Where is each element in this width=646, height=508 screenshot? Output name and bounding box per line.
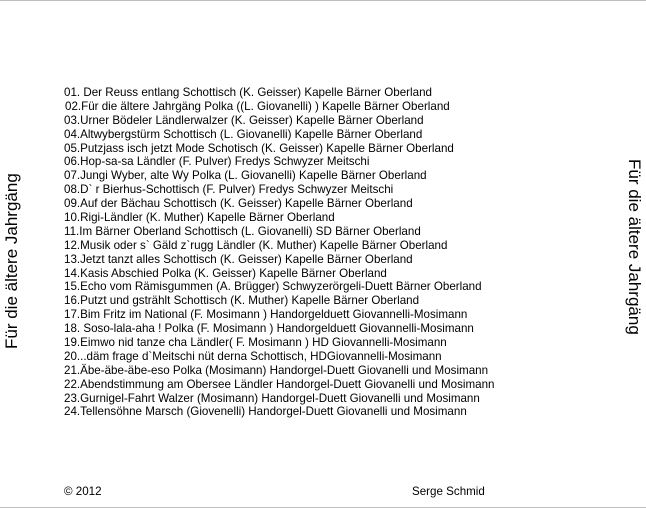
track-item: 05.Putzjass isch jetzt Mode Schotisch (K. Geisser) Kapelle Bärner Oberland [64,141,454,155]
author-name: Serge Schmid [412,485,485,498]
track-item: 07.Jungi Wyber, alte Wy Polka (L. Giovanelli) Kapelle Bärner Oberland [64,169,427,183]
spine-title-left: Für die ältere Jahrgäng [2,173,21,349]
track-item: 08.D` r Bierhus-Schottisch (F. Pulver) Fredys Schwyzer Meitschi [64,183,394,197]
track-item: 06.Hop-sa-sa Ländler (F. Pulver) Fredys Schwyzer Meitschi [64,155,370,169]
track-item: 14.Kasis Abschied Polka (K. Geisser) Kapelle Bärner Oberland [64,266,387,280]
top-border [0,0,646,1]
track-item: 24.Tellensöhne Marsch (Giovenelli) Handorgel-Duett Giovanelli und Mosimann [64,405,467,419]
track-item: 20...däm frage d`Meitschi nüt derna Schottisch, HDGiovannelli-Mosimann [64,349,442,363]
track-item: 22.Abendstimmung am Obersee Ländler Handorgel-Duett Giovanelli und Mosimann [64,377,495,391]
track-item: 16.Putzt und gstrählt Schottisch (K. Muther) Kapelle Bärner Oberland [64,294,420,308]
track-item: 11.Im Bärner Oberland Schottisch (L. Giovanelli) SD Bärner Oberland [64,224,421,238]
copyright-text: © 2012 [64,485,102,498]
track-item: 13.Jetzt tanzt alles Schottisch (K. Geisser) Kapelle Bärner Oberland [64,252,413,266]
track-item: 15.Echo vom Rämisgummen (A. Brügger) Schwyzerörgeli-Duett Bärner Oberland [64,280,482,294]
track-item: 21.Äbe-äbe-äbe-eso Polka (Mosimann) Handorgel-Duett Giovanelli und Mosimann [64,363,489,377]
track-item: 18. Soso-lala-aha ! Polka (F. Mosimann ) Handorgelduett Giovannelli-Mosimann [64,322,474,336]
track-item: 23.Gurnigel-Fahrt Walzer (Mosimann) Handorgel-Duett Giovanelli und Mosimann [64,391,480,405]
spine-title-right: Für die ältere Jahrgäng [625,159,644,335]
track-item: 03.Urner Bödeler Ländlerwalzer (K. Geisser) Kapelle Bärner Oberland [64,113,424,127]
track-item: 04.Altwybergstürm Schottisch (L. Giovanelli) Kapelle Bärner Oberland [64,127,423,141]
track-item: 01. Der Reuss entlang Schottisch (K. Geisser) Kapelle Bärner Oberland [64,86,432,99]
track-item: 09.Auf der Bächau Schottisch (K. Geisser) Kapelle Bärner Oberland [64,197,413,211]
track-item: 02.Für die ältere Jahrgäng Polka ((L. Giovanelli) ) Kapelle Bärner Oberland [65,99,450,113]
track-item: 19.Eimwo nid tanze cha Ländler( F. Mosimann ) HD Giovannelli-Mosimann [64,336,447,350]
track-list [64,86,624,419]
track-item: 12.Musik oder s` Gäld z`rugg Ländler (K. Muther) Kapelle Bärner Oberland [64,238,448,252]
track-item: 17.Bim Fritz im National (F. Mosimann ) Handorgelduett Giovannelli-Mosimann [64,308,468,322]
track-item: 10.Rigi-Ländler (K. Muther) Kapelle Bärner Oberland [64,211,335,225]
